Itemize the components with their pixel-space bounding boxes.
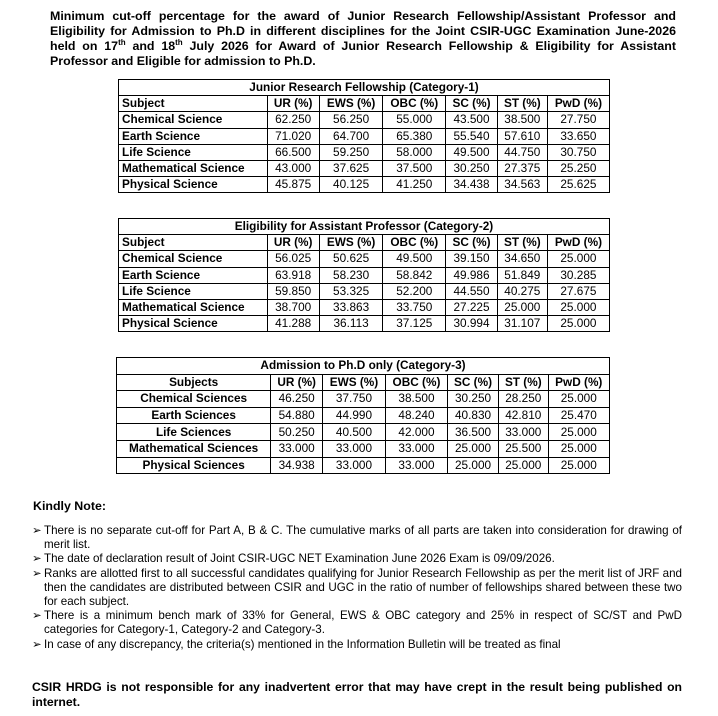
assistant-professor-cutoff-table bbox=[118, 218, 610, 332]
cutoff-cell: 25.000 bbox=[548, 440, 609, 457]
table-row bbox=[117, 457, 610, 474]
cutoff-cell: 25.000 bbox=[547, 251, 609, 267]
note-item bbox=[32, 638, 682, 652]
note-item bbox=[32, 609, 682, 637]
cutoff-cell: 25.000 bbox=[548, 391, 609, 408]
cutoff-cell: 34.438 bbox=[446, 177, 498, 193]
cutoff-cell: 37.750 bbox=[323, 391, 386, 408]
column-header: OBC (%) bbox=[383, 235, 446, 251]
column-header: ST (%) bbox=[499, 374, 549, 391]
cutoff-cell: 34.650 bbox=[497, 251, 547, 267]
table-header-row bbox=[119, 235, 610, 251]
jrf-cutoff-table bbox=[118, 79, 610, 193]
title-superscript-1: th bbox=[118, 37, 126, 47]
subject-cell: Mathematical Science bbox=[119, 160, 268, 176]
table-row bbox=[119, 251, 610, 267]
cutoff-cell: 30.994 bbox=[446, 316, 498, 332]
cutoff-cell: 54.880 bbox=[271, 407, 323, 424]
disclaimer-text: CSIR HRDG is not responsible for any inadvertent error that may have crept in the result being published on internet. bbox=[32, 680, 682, 709]
cutoff-cell: 27.225 bbox=[446, 299, 498, 315]
note-text: Ranks are allotted first to all successful candidates qualifying for Junior Research Fellowship as per the merit list of JRF and then the candidates are distributed between CSIR and UGC in the ratio of number of fellowships shared between these two for each subject. bbox=[44, 566, 682, 609]
cutoff-cell: 40.830 bbox=[448, 407, 499, 424]
cutoff-cell: 33.863 bbox=[319, 299, 383, 315]
cutoff-cell: 34.563 bbox=[497, 177, 547, 193]
cutoff-cell: 25.000 bbox=[548, 457, 609, 474]
note-text: The date of declaration result of Joint CSIR-UGC NET Examination June 2026 Exam is 09/09/2026. bbox=[44, 552, 555, 566]
subject-cell: Physical Science bbox=[119, 316, 268, 332]
cutoff-cell: 33.650 bbox=[547, 128, 609, 144]
cutoff-cell: 36.113 bbox=[319, 316, 383, 332]
cutoff-cell: 42.810 bbox=[499, 407, 549, 424]
cutoff-cell: 59.250 bbox=[319, 144, 383, 160]
cutoff-cell: 53.325 bbox=[319, 283, 383, 299]
cutoff-cell: 49.986 bbox=[446, 267, 498, 283]
phd-admission-cutoff-table bbox=[116, 357, 610, 474]
table-row bbox=[119, 112, 610, 128]
cutoff-cell: 41.288 bbox=[267, 316, 319, 332]
cutoff-cell: 45.875 bbox=[267, 177, 319, 193]
cutoff-cell: 40.125 bbox=[319, 177, 383, 193]
subject-cell: Physical Sciences bbox=[117, 457, 271, 474]
cutoff-cell: 25.000 bbox=[499, 457, 549, 474]
table-row bbox=[119, 283, 610, 299]
cutoff-cell: 56.025 bbox=[267, 251, 319, 267]
subject-cell: Earth Science bbox=[119, 267, 268, 283]
table-header-row bbox=[119, 96, 610, 112]
arrow-bullet-icon: ➢ bbox=[32, 566, 42, 580]
note-item bbox=[32, 552, 682, 566]
cutoff-cell: 30.250 bbox=[448, 391, 499, 408]
cutoff-cell: 31.107 bbox=[497, 316, 547, 332]
cutoff-cell: 37.125 bbox=[383, 316, 446, 332]
cutoff-cell: 38.500 bbox=[497, 112, 547, 128]
table-row bbox=[119, 177, 610, 193]
cutoff-cell: 33.000 bbox=[385, 440, 447, 457]
cutoff-cell: 25.000 bbox=[448, 457, 499, 474]
cutoff-cell: 33.000 bbox=[385, 457, 447, 474]
cutoff-cell: 50.625 bbox=[319, 251, 383, 267]
column-header: PwD (%) bbox=[548, 374, 609, 391]
subject-cell: Life Sciences bbox=[117, 424, 271, 441]
column-header: EWS (%) bbox=[323, 374, 386, 391]
cutoff-cell: 40.275 bbox=[497, 283, 547, 299]
cutoff-cell: 34.938 bbox=[271, 457, 323, 474]
cutoff-cell: 59.850 bbox=[267, 283, 319, 299]
table-row bbox=[119, 144, 610, 160]
cutoff-cell: 30.250 bbox=[446, 160, 498, 176]
table-row bbox=[117, 424, 610, 441]
cutoff-cell: 38.500 bbox=[385, 391, 447, 408]
title-superscript-2: th bbox=[175, 37, 183, 47]
cutoff-cell: 37.625 bbox=[319, 160, 383, 176]
column-header: SC (%) bbox=[446, 96, 498, 112]
cutoff-cell: 64.700 bbox=[319, 128, 383, 144]
cutoff-cell: 33.000 bbox=[323, 457, 386, 474]
cutoff-cell: 41.250 bbox=[383, 177, 446, 193]
column-header: PwD (%) bbox=[547, 235, 609, 251]
cutoff-cell: 38.700 bbox=[267, 299, 319, 315]
cutoff-cell: 51.849 bbox=[497, 267, 547, 283]
note-item bbox=[32, 567, 682, 610]
page-title bbox=[50, 9, 676, 69]
column-header: ST (%) bbox=[497, 96, 547, 112]
cutoff-cell: 40.500 bbox=[323, 424, 386, 441]
cutoff-cell: 56.250 bbox=[319, 112, 383, 128]
column-header: SC (%) bbox=[448, 374, 499, 391]
cutoff-cell: 25.000 bbox=[547, 316, 609, 332]
cutoff-cell: 27.750 bbox=[547, 112, 609, 128]
cutoff-cell: 25.470 bbox=[548, 407, 609, 424]
cutoff-cell: 58.230 bbox=[319, 267, 383, 283]
column-header: ST (%) bbox=[497, 235, 547, 251]
arrow-bullet-icon: ➢ bbox=[32, 609, 42, 623]
column-header: UR (%) bbox=[271, 374, 323, 391]
cutoff-cell: 27.675 bbox=[547, 283, 609, 299]
cutoff-cell: 44.990 bbox=[323, 407, 386, 424]
cutoff-cell: 28.250 bbox=[499, 391, 549, 408]
column-header: EWS (%) bbox=[319, 96, 383, 112]
table-row bbox=[117, 407, 610, 424]
cutoff-cell: 43.000 bbox=[267, 160, 319, 176]
cutoff-cell: 55.000 bbox=[383, 112, 446, 128]
subject-cell: Earth Sciences bbox=[117, 407, 271, 424]
cutoff-cell: 25.500 bbox=[499, 440, 549, 457]
cutoff-cell: 25.000 bbox=[547, 299, 609, 315]
cutoff-cell: 44.750 bbox=[497, 144, 547, 160]
cutoff-cell: 25.000 bbox=[497, 299, 547, 315]
column-header: UR (%) bbox=[267, 235, 319, 251]
note-text: There is a minimum bench mark of 33% for General, EWS & OBC category and 25% in respect of SC/ST and PwD categories for Category-1, Category-2 and Category-3. bbox=[44, 609, 682, 637]
column-header: OBC (%) bbox=[383, 96, 446, 112]
subject-cell: Life Science bbox=[119, 283, 268, 299]
cutoff-cell: 33.000 bbox=[271, 440, 323, 457]
cutoff-cell: 57.610 bbox=[497, 128, 547, 144]
column-header: OBC (%) bbox=[385, 374, 447, 391]
column-header: Subjects bbox=[117, 374, 271, 391]
title-text-2: and 18 bbox=[125, 39, 176, 53]
subject-cell: Physical Science bbox=[119, 177, 268, 193]
cutoff-cell: 71.020 bbox=[267, 128, 319, 144]
cutoff-cell: 43.500 bbox=[446, 112, 498, 128]
cutoff-cell: 49.500 bbox=[383, 251, 446, 267]
cutoff-cell: 63.918 bbox=[267, 267, 319, 283]
column-header: UR (%) bbox=[267, 96, 319, 112]
cutoff-cell: 37.500 bbox=[383, 160, 446, 176]
table-row bbox=[117, 391, 610, 408]
subject-cell: Mathematical Sciences bbox=[117, 440, 271, 457]
cutoff-cell: 58.000 bbox=[383, 144, 446, 160]
notes-heading: Kindly Note: bbox=[33, 499, 106, 513]
cutoff-cell: 30.750 bbox=[547, 144, 609, 160]
cutoff-cell: 25.000 bbox=[448, 440, 499, 457]
table-row bbox=[117, 440, 610, 457]
column-header: PwD (%) bbox=[547, 96, 609, 112]
cutoff-cell: 44.550 bbox=[446, 283, 498, 299]
cutoff-cell: 66.500 bbox=[267, 144, 319, 160]
column-header: EWS (%) bbox=[319, 235, 383, 251]
table-row bbox=[119, 128, 610, 144]
subject-cell: Chemical Sciences bbox=[117, 391, 271, 408]
subject-cell: Chemical Science bbox=[119, 251, 268, 267]
cutoff-cell: 65.380 bbox=[383, 128, 446, 144]
cutoff-cell: 25.250 bbox=[547, 160, 609, 176]
cutoff-cell: 25.000 bbox=[548, 424, 609, 441]
cutoff-cell: 52.200 bbox=[383, 283, 446, 299]
column-header: Subject bbox=[119, 96, 268, 112]
cutoff-cell: 49.500 bbox=[446, 144, 498, 160]
cutoff-cell: 55.540 bbox=[446, 128, 498, 144]
column-header: SC (%) bbox=[446, 235, 498, 251]
title-text-1: Minimum cut-off percentage for the award of Junior Research Fellowship/Assistant Professor and Eligibility for Admission to Ph.D in different disciplines for the Joint CSIR-UGC Examination June-2026 held on 17 bbox=[50, 9, 676, 53]
cutoff-cell: 36.500 bbox=[448, 424, 499, 441]
cutoff-cell: 33.750 bbox=[383, 299, 446, 315]
table-row bbox=[119, 267, 610, 283]
cutoff-cell: 27.375 bbox=[497, 160, 547, 176]
table-header-row bbox=[117, 374, 610, 391]
cutoff-cell: 30.285 bbox=[547, 267, 609, 283]
note-text: In case of any discrepancy, the criteria(s) mentioned in the Information Bulletin will be treated as final bbox=[44, 637, 561, 651]
subject-cell: Chemical Science bbox=[119, 112, 268, 128]
table-caption: Junior Research Fellowship (Category-1) bbox=[119, 80, 610, 96]
column-header: Subject bbox=[119, 235, 268, 251]
note-item bbox=[32, 524, 682, 552]
cutoff-cell: 39.150 bbox=[446, 251, 498, 267]
cutoff-cell: 33.000 bbox=[499, 424, 549, 441]
cutoff-cell: 42.000 bbox=[385, 424, 447, 441]
cutoff-cell: 58.842 bbox=[383, 267, 446, 283]
subject-cell: Earth Science bbox=[119, 128, 268, 144]
arrow-bullet-icon: ➢ bbox=[32, 552, 42, 566]
subject-cell: Mathematical Science bbox=[119, 299, 268, 315]
table-row bbox=[119, 160, 610, 176]
table-row bbox=[119, 316, 610, 332]
arrow-bullet-icon: ➢ bbox=[32, 637, 42, 651]
table-row bbox=[119, 299, 610, 315]
table-caption: Admission to Ph.D only (Category-3) bbox=[117, 358, 610, 375]
cutoff-cell: 50.250 bbox=[271, 424, 323, 441]
cutoff-cell: 25.625 bbox=[547, 177, 609, 193]
notes-list bbox=[32, 524, 682, 652]
subject-cell: Life Science bbox=[119, 144, 268, 160]
title-text-3: July 2026 for Award of Junior Research Fellowship & Eligibility for Assistant Professor and Eligible for admission to Ph.D. bbox=[50, 39, 676, 68]
cutoff-cell: 62.250 bbox=[267, 112, 319, 128]
arrow-bullet-icon: ➢ bbox=[32, 524, 42, 537]
note-text: There is no separate cut-off for Part A, B & C. The cumulative marks of all parts are taken into consideration for drawing of merit list. bbox=[44, 524, 682, 552]
cutoff-cell: 46.250 bbox=[271, 391, 323, 408]
cutoff-cell: 33.000 bbox=[323, 440, 386, 457]
table-caption: Eligibility for Assistant Professor (Category-2) bbox=[119, 219, 610, 235]
cutoff-cell: 48.240 bbox=[385, 407, 447, 424]
